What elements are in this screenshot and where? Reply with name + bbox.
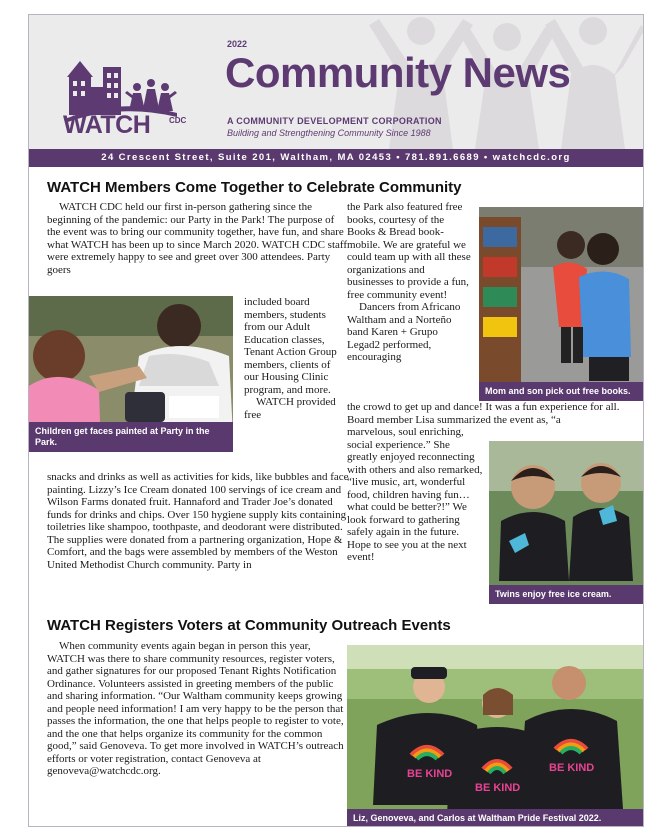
article1-body-bottom [47,471,349,571]
newsletter-page [28,14,644,827]
article1-paragraph-right-mid: Dancers from Africano Waltham and a Norteño band Karen + Grupo Legad2 performed, encouraging [347,301,461,363]
pride-festival-photo [347,645,644,827]
article1-right-wide [347,401,644,426]
face-painting-photo [29,296,233,452]
books-caption: Mom and son pick out free books. [479,382,644,401]
books-image [479,207,644,401]
books-photo [479,207,644,401]
article1-paragraph-bottom: snacks and drinks as well as activities for kids, like bubbles and face painting. Lizzy’s Ice Cream donated 100 servings of ice cream and Wilson Farms donated fruit. Hannaford and Trader Joe’s donated funds for drinks and chips. Over 150 hygiene supply kits containing toiletries like shampoo, toothpaste, and deodorant were distributed. The supplies were donated from a partnering organization, Hope & Comfort, and the bags were assembled by members of the Weston United Methodist Church community. Party in [47,471,349,571]
pride-festival-caption: Liz, Genoveva, and Carlos at Waltham Pride Festival 2022. [347,809,644,827]
article1-paragraph-beside-2: WATCH provided free [244,396,336,421]
contact-address-bar: 24 Crescent Street, Suite 201, Waltham, MA 02453 • 781.891.6689 • watchcdc.org [29,149,643,167]
article1-paragraph-right-top: the Park also featured free books, courtesy of the Books & Bread book-mobile. We are grateful we could team up with all these organizations and businesses to provide a fun, free community event! [347,201,471,301]
article1-paragraph-beside: included board members, students from our Adult Education classes, Tenant Action Group members, clients of our Housing Clinic program, and more. [244,296,337,396]
shirt-text-liz: BE KIND [407,768,453,780]
article2-body [47,640,347,778]
article2-headline: WATCH Registers Voters at Community Outreach Events [47,617,451,634]
shirt-text-carlos: BE KIND [549,762,595,774]
pride-festival-image [347,645,644,827]
article1-paragraph-right-bottom: marvelous, soul enriching, social experience.” She greatly enjoyed reconnecting with others and also remarked, “live music, art, wonderful food, children having fun…what could be better?!” We look forward to gathering safely again in the future. Hope to see you at the next event! [347,426,483,563]
organization-subtitle: A COMMUNITY DEVELOPMENT CORPORATION [227,116,442,126]
logo-cdc-text: CDC [169,116,187,125]
article1-right-bottom [347,426,483,564]
twins-photo [489,441,644,604]
shirt-text-genoveva: BE KIND [475,782,521,794]
issue-year: 2022 [227,39,248,49]
newsletter-title: Community News [225,49,571,96]
article1-paragraph-right-wide: the crowd to get up and dance! It was a fun experience for all. Board member Lisa summarized the event as, “a [347,401,620,426]
twins-image [489,441,644,604]
article1-body-top [47,201,349,276]
article1-body-beside [244,296,344,421]
article1-right-top [347,201,471,364]
organization-tagline: Building and Strengthening Community Since 1988 [227,128,431,138]
article2-paragraph: When community events again began in person this year, WATCH was there to share community resources, register voters, and gather signatures for our proposed Tenant Rights Notification Ordinance. Volunteers assisted in greeting members of the public and sharing information. “Our Waltham community keeps growing and people need information! I am very happy to be the person that passes the information, the one that helps people to register to vote, and the one that helps organize its community for the common good,” said Genoveva. To get more involved in WATCH’s outreach efforts or voter registration, contact Genoveva at genoveva@watchcdc.org. [47,640,344,777]
article1-paragraph-top: WATCH CDC held our first in-person gathering since the beginning of the pandemic: our Party in the Park! The purpose of the event was to bring our community together, have fun, and share what WATCH has been up to since March 2020. WATCH CDC staff were extremely happy to see and greet over 300 attendees. Party goers [47,201,348,276]
face-painting-caption: Children get faces painted at Party in the Park. [29,422,233,452]
twins-caption: Twins enjoy free ice cream. [489,585,644,604]
article1-headline: WATCH Members Come Together to Celebrate Community [47,179,462,196]
masthead [29,15,643,149]
logo-wordmark: WATCH [63,111,151,139]
